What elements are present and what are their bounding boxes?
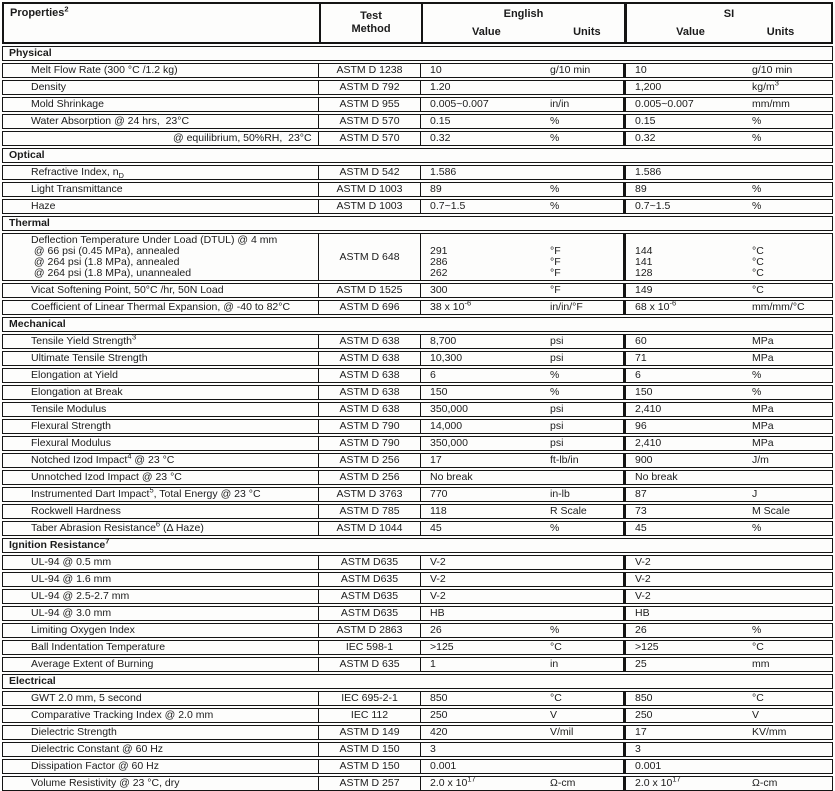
si-units-cell: % — [752, 624, 762, 636]
english-units-cell: % — [550, 183, 560, 195]
si-value-cell: 149 — [623, 284, 750, 297]
si-value-cell: 89 — [623, 183, 750, 196]
table-row — [2, 691, 833, 706]
property-cell: Refractive Index, $n_D$ — [31, 166, 124, 181]
si-units-cell: % — [752, 132, 762, 144]
english-units-cell — [548, 607, 623, 620]
english-value-cell: 17 — [420, 454, 548, 467]
english-units-cell: °F — [550, 284, 561, 296]
english-units-cell — [548, 81, 623, 94]
test-method-cell: ASTM D 635 — [318, 658, 420, 671]
si-units-cell: MPa — [752, 420, 774, 432]
english-units-cell: °C — [550, 692, 562, 704]
table-row — [2, 436, 833, 451]
si-value-cell: 1.586 — [623, 166, 750, 179]
english-value-cell: 89 — [420, 183, 548, 196]
english-value-cell: 118 — [420, 505, 548, 518]
table-row — [2, 385, 833, 400]
property-cell: Haze — [31, 200, 56, 212]
test-method-cell: ASTM D 1044 — [318, 522, 420, 535]
english-units-cell: % — [550, 522, 560, 534]
property-cell: Comparative Tracking Index @ 2.0 mm — [31, 709, 214, 721]
header-si-subrow — [627, 21, 831, 42]
si-units-cell: MPa — [752, 335, 774, 347]
si-value-cell: No break — [623, 471, 750, 484]
table-row — [2, 165, 833, 180]
header-english-value: Value — [471, 25, 501, 38]
english-value-cell: 45 — [420, 522, 548, 535]
si-value-cell: 150 — [623, 386, 750, 399]
si-value-cell: 0.15 — [623, 115, 750, 128]
property-cell: UL-94 @ 3.0 mm — [31, 607, 112, 619]
property-cell: GWT 2.0 mm, 5 second — [31, 692, 142, 704]
english-value-cell: 0.7~1.5 — [420, 200, 548, 213]
si-units-cell — [750, 573, 832, 586]
english-value-cell: 6 — [420, 369, 548, 382]
english-value-cell: 0.15 — [420, 115, 548, 128]
english-units-cell: psi — [550, 352, 564, 364]
english-value-cell: 1 — [420, 658, 548, 671]
english-value-cell: 0.32 — [420, 132, 548, 145]
english-value-cell: V-2 — [420, 590, 548, 603]
si-value-cell: 45 — [623, 522, 750, 535]
table-row — [2, 233, 833, 281]
si-value-cell: 250 — [623, 709, 750, 722]
si-value-cell: >125 — [623, 641, 750, 654]
table-row — [2, 80, 833, 95]
english-units-cell — [548, 743, 623, 756]
property-cell: Instrumented Dart Impact$^5$, Total Energy @ 23 °C — [31, 485, 261, 500]
test-method-cell: ASTM D 542 — [318, 166, 420, 179]
si-value-cell: V-2 — [623, 556, 750, 569]
si-units-cell: J/m — [752, 454, 769, 466]
table-row — [2, 283, 833, 298]
english-units-cell: psi — [550, 437, 564, 449]
table-row — [2, 623, 833, 638]
section-header — [2, 46, 833, 61]
property-cell: Light Transmittance — [31, 183, 123, 195]
header-english-units: Units — [573, 25, 601, 38]
english-units-cell: psi — [550, 335, 564, 347]
table-row — [2, 555, 833, 570]
english-value-cell: 3 — [420, 743, 548, 756]
english-units-cell: % — [550, 115, 560, 127]
test-method-cell: ASTM D 785 — [318, 505, 420, 518]
english-units-cell: % — [550, 624, 560, 636]
table-row — [2, 300, 833, 315]
property-cell: Water Absorption @ 24 hrs, 23°C — [31, 115, 190, 127]
table-row — [2, 63, 833, 78]
property-cell: Volume Resistivity @ 23 °C, dry — [31, 777, 180, 789]
si-units-cell: V — [752, 709, 760, 721]
property-cell: Rockwell Hardness — [31, 505, 121, 517]
section-header — [2, 148, 833, 163]
table-row — [2, 742, 833, 757]
si-value-cell: 1,200 — [623, 81, 750, 94]
si-units-cell: g/10 min — [752, 64, 793, 76]
section-header — [2, 216, 833, 231]
property-cell: Deflection Temperature Under Load (DTUL) @ 4 mm @ 66 psi (0.45 MPa), annealed @ 264 psi (1.8 MPa), annealed @ 264 psi (1.8 MPa), unannealed — [31, 234, 278, 279]
property-cell: Dielectric Constant @ 60 Hz — [31, 743, 164, 755]
si-value-cell: 71 — [623, 352, 750, 365]
si-units-cell — [750, 471, 832, 484]
si-units-cell: MPa — [752, 403, 774, 415]
table-row — [2, 589, 833, 604]
english-units-cell: °F °F °F — [550, 245, 561, 279]
english-units-cell — [548, 471, 623, 484]
si-units-cell: $kg/m^3$ — [752, 78, 779, 93]
test-method-cell: ASTM D 3763 — [318, 488, 420, 501]
table-row — [2, 708, 833, 723]
si-units-cell — [750, 166, 832, 179]
header-english-title: English — [503, 8, 544, 20]
english-value-cell: 14,000 — [420, 420, 548, 433]
section-title: Physical — [9, 47, 52, 59]
si-units-cell: °C °C °C — [752, 245, 764, 279]
test-method-cell: ASTM D 570 — [318, 132, 420, 145]
english-value-cell: 350,000 — [420, 403, 548, 416]
test-method-cell: ASTM D 257 — [318, 777, 420, 790]
si-units-cell: mm — [752, 658, 770, 670]
table-row — [2, 657, 833, 672]
section-title: Electrical — [9, 675, 56, 687]
test-method-cell: ASTM D 648 — [318, 234, 420, 280]
english-value-cell: 38 x $10^{-6}$ — [420, 301, 548, 314]
english-units-cell: % — [550, 200, 560, 212]
english-value-cell: V-2 — [420, 573, 548, 586]
si-units-cell: J — [752, 488, 758, 500]
table-row — [2, 131, 833, 146]
si-units-cell: mm/mm/°C — [752, 301, 805, 313]
english-value-cell: 10,300 — [420, 352, 548, 365]
test-method-cell: ASTM D635 — [318, 607, 420, 620]
test-method-cell: ASTM D 256 — [318, 454, 420, 467]
header-si-value: Value — [676, 25, 705, 38]
test-method-cell: ASTM D 696 — [318, 301, 420, 314]
test-method-cell: ASTM D 2863 — [318, 624, 420, 637]
table-row — [2, 453, 833, 468]
si-value-cell: V-2 — [623, 590, 750, 603]
si-value-cell: 3 — [623, 743, 750, 756]
english-units-cell — [548, 556, 623, 569]
si-value-cell: 2,410 — [623, 437, 750, 450]
si-value-cell: 87 — [623, 488, 750, 501]
english-units-cell — [548, 590, 623, 603]
english-value-cell: No break — [420, 471, 548, 484]
section-title: Mechanical — [9, 318, 66, 330]
si-units-cell: % — [752, 183, 762, 195]
english-value-cell: 1.20 — [420, 81, 548, 94]
property-cell: Density — [31, 81, 67, 93]
english-value-cell: 2.0 x $10^{17}$ — [420, 777, 548, 790]
test-method-cell: ASTM D 638 — [318, 386, 420, 399]
property-cell: Tensile Yield Strength$^3$ — [31, 332, 137, 347]
english-value-cell: 0.001 — [420, 760, 548, 773]
test-method-cell: ASTM D 570 — [318, 115, 420, 128]
english-value-cell: HB — [420, 607, 548, 620]
table-row — [2, 725, 833, 740]
si-units-cell — [750, 760, 832, 773]
test-method-cell: ASTM D 150 — [318, 760, 420, 773]
test-method-cell: ASTM D 638 — [318, 352, 420, 365]
table-row — [2, 504, 833, 519]
table-row — [2, 470, 833, 485]
test-method-cell: IEC 598-1 — [318, 641, 420, 654]
property-cell: Vicat Softening Point, 50°C /hr, 50N Load — [31, 284, 224, 296]
test-method-cell: ASTM D 256 — [318, 471, 420, 484]
si-units-cell: % — [752, 115, 762, 127]
english-value-cell: 1.586 — [420, 166, 548, 179]
test-method-cell: IEC 695-2-1 — [318, 692, 420, 705]
table-row — [2, 334, 833, 349]
english-units-cell — [548, 760, 623, 773]
table-row — [2, 759, 833, 774]
property-cell: Coefficient of Linear Thermal Expansion, @ -40 to 82°C — [31, 301, 291, 313]
test-method-cell: ASTM D635 — [318, 573, 420, 586]
si-value-cell: 0.001 — [623, 760, 750, 773]
english-units-cell: % — [550, 386, 560, 398]
property-cell: Dissipation Factor @ 60 Hz — [31, 760, 159, 772]
english-value-cell: 420 — [420, 726, 548, 739]
english-value-cell: 150 — [420, 386, 548, 399]
si-value-cell: 0.32 — [623, 132, 750, 145]
test-method-cell: IEC 112 — [318, 709, 420, 722]
si-value-cell: 0.7~1.5 — [623, 200, 750, 213]
header-group-si — [624, 4, 831, 42]
english-units-cell: in — [550, 658, 559, 670]
table-row — [2, 640, 833, 655]
si-units-cell — [750, 590, 832, 603]
test-method-cell: ASTM D 638 — [318, 335, 420, 348]
table-row — [2, 114, 833, 129]
si-value-cell: 6 — [623, 369, 750, 382]
table-row — [2, 351, 833, 366]
english-units-cell — [548, 573, 623, 586]
english-units-cell: R Scale — [550, 505, 587, 517]
si-units-cell: mm/mm — [752, 98, 790, 110]
english-units-cell — [548, 166, 623, 179]
property-cell: Dielectric Strength — [31, 726, 117, 738]
test-method-cell: ASTM D 1003 — [318, 200, 420, 213]
si-value-cell: V-2 — [623, 573, 750, 586]
si-units-cell — [750, 607, 832, 620]
english-units-cell: in-lb — [550, 488, 570, 500]
si-units-cell: % — [752, 522, 762, 534]
test-method-cell: ASTM D 1003 — [318, 183, 420, 196]
table-row — [2, 182, 833, 197]
english-units-cell: % — [550, 132, 560, 144]
english-units-cell: % — [550, 369, 560, 381]
header-si-title: SI — [723, 8, 735, 20]
test-method-cell: ASTM D635 — [318, 556, 420, 569]
property-cell: Taber Abrasion Resistance$^6$ (Δ Haze) — [31, 519, 204, 534]
test-method-cell: ASTM D 638 — [318, 369, 420, 382]
english-units-cell: in/in/°F — [550, 301, 583, 313]
english-units-cell: psi — [550, 420, 564, 432]
si-units-cell: Ω-cm — [752, 777, 778, 789]
table-row — [2, 776, 833, 791]
section-title: Thermal — [9, 217, 50, 229]
test-method-cell: ASTM D 150 — [318, 743, 420, 756]
si-value-cell: HB — [623, 607, 750, 620]
si-value-cell: 2.0 x $10^{17}$ — [623, 777, 750, 790]
property-cell: Limiting Oxygen Index — [31, 624, 135, 636]
section-header — [2, 538, 833, 553]
header-properties: Properties$^2$ — [10, 4, 69, 19]
table-row — [2, 606, 833, 621]
si-units-cell — [750, 556, 832, 569]
section-title: Ignition Resistance$^7$ — [9, 536, 110, 551]
english-value-cell: 770 — [420, 488, 548, 501]
property-cell: UL-94 @ 0.5 mm — [31, 556, 112, 568]
table-row — [2, 521, 833, 536]
english-units-cell: ft-lb/in — [550, 454, 579, 466]
property-cell: Average Extent of Burning — [31, 658, 154, 670]
english-units-cell: in/in — [550, 98, 570, 110]
test-method-cell: ASTM D 1238 — [318, 64, 420, 77]
si-units-cell: % — [752, 369, 762, 381]
english-value-cell: 300 — [420, 284, 548, 297]
section-header — [2, 674, 833, 689]
property-cell: UL-94 @ 1.6 mm — [31, 573, 112, 585]
si-units-cell — [750, 743, 832, 756]
table-row — [2, 199, 833, 214]
test-method-cell: ASTM D 792 — [318, 81, 420, 94]
si-units-cell: % — [752, 200, 762, 212]
property-cell: Tensile Modulus — [31, 403, 107, 415]
si-value-cell: 10 — [623, 64, 750, 77]
english-value-cell: 350,000 — [420, 437, 548, 450]
si-units-cell: KV/mm — [752, 726, 787, 738]
table-header-row — [2, 2, 833, 44]
property-cell: Mold Shrinkage — [31, 98, 104, 110]
test-method-cell: ASTM D 149 — [318, 726, 420, 739]
si-value-cell: 17 — [623, 726, 750, 739]
english-units-cell: °C — [550, 641, 562, 653]
si-value-cell: 144 141 128 — [623, 234, 750, 280]
si-value-cell: 73 — [623, 505, 750, 518]
header-si-units: Units — [766, 25, 795, 38]
si-value-cell: 68 x $10^{-6}$ — [623, 301, 750, 314]
test-method-cell: ASTM D 790 — [318, 437, 420, 450]
section-title: Optical — [9, 149, 45, 161]
english-units-cell: psi — [550, 403, 564, 415]
property-cell: Elongation at Yield — [31, 369, 118, 381]
table-body — [2, 46, 833, 791]
si-value-cell: 26 — [623, 624, 750, 637]
english-units-cell: g/10 min — [550, 64, 591, 76]
table-row — [2, 402, 833, 417]
si-value-cell: 25 — [623, 658, 750, 671]
property-cell: UL-94 @ 2.5-2.7 mm — [31, 590, 130, 602]
property-cell: Ultimate Tensile Strength — [31, 352, 148, 364]
header-english-subrow — [423, 21, 624, 42]
property-cell: @ equilibrium, 50%RH, 23°C — [173, 132, 312, 144]
english-value-cell: 10 — [420, 64, 548, 77]
property-cell: Melt Flow Rate (300 °C /1.2 kg) — [31, 64, 178, 76]
si-units-cell: °C — [752, 692, 764, 704]
table-row — [2, 487, 833, 502]
header-group-english — [421, 4, 624, 42]
english-value-cell: 8,700 — [420, 335, 548, 348]
test-method-cell: ASTM D 638 — [318, 403, 420, 416]
english-value-cell: 850 — [420, 692, 548, 705]
table-row — [2, 368, 833, 383]
property-cell: Flexural Modulus — [31, 437, 111, 449]
property-cell: Ball Indentation Temperature — [31, 641, 166, 653]
table-row — [2, 419, 833, 434]
si-value-cell: 60 — [623, 335, 750, 348]
section-header — [2, 317, 833, 332]
test-method-cell: ASTM D635 — [318, 590, 420, 603]
english-value-cell: 291 286 262 — [420, 234, 548, 280]
table-row — [2, 97, 833, 112]
si-units-cell: % — [752, 386, 762, 398]
si-value-cell: 900 — [623, 454, 750, 467]
header-test-method: Test Method — [319, 4, 421, 42]
property-cell: Notched Izod Impact$^4$ @ 23 °C — [31, 451, 175, 466]
si-units-cell: MPa — [752, 437, 774, 449]
si-value-cell: 850 — [623, 692, 750, 705]
si-units-cell: MPa — [752, 352, 774, 364]
english-value-cell: 250 — [420, 709, 548, 722]
si-units-cell: °C — [752, 284, 764, 296]
test-method-cell: ASTM D 1525 — [318, 284, 420, 297]
si-units-cell: °C — [752, 641, 764, 653]
test-method-cell: ASTM D 790 — [318, 420, 420, 433]
english-units-cell: Ω-cm — [550, 777, 576, 789]
property-cell: Unnotched Izod Impact @ 23 °C — [31, 471, 182, 483]
english-units-cell: V/mil — [550, 726, 574, 738]
english-value-cell: >125 — [420, 641, 548, 654]
english-value-cell: 26 — [420, 624, 548, 637]
si-value-cell: 96 — [623, 420, 750, 433]
si-units-cell: M Scale — [752, 505, 790, 517]
english-value-cell: 0.005~0.007 — [420, 98, 548, 111]
property-cell: Elongation at Break — [31, 386, 123, 398]
si-value-cell: 0.005~0.007 — [623, 98, 750, 111]
english-value-cell: V-2 — [420, 556, 548, 569]
english-units-cell: V — [550, 709, 558, 721]
test-method-cell: ASTM D 955 — [318, 98, 420, 111]
si-value-cell: 2,410 — [623, 403, 750, 416]
table-row — [2, 572, 833, 587]
property-cell: Flexural Strength — [31, 420, 111, 432]
